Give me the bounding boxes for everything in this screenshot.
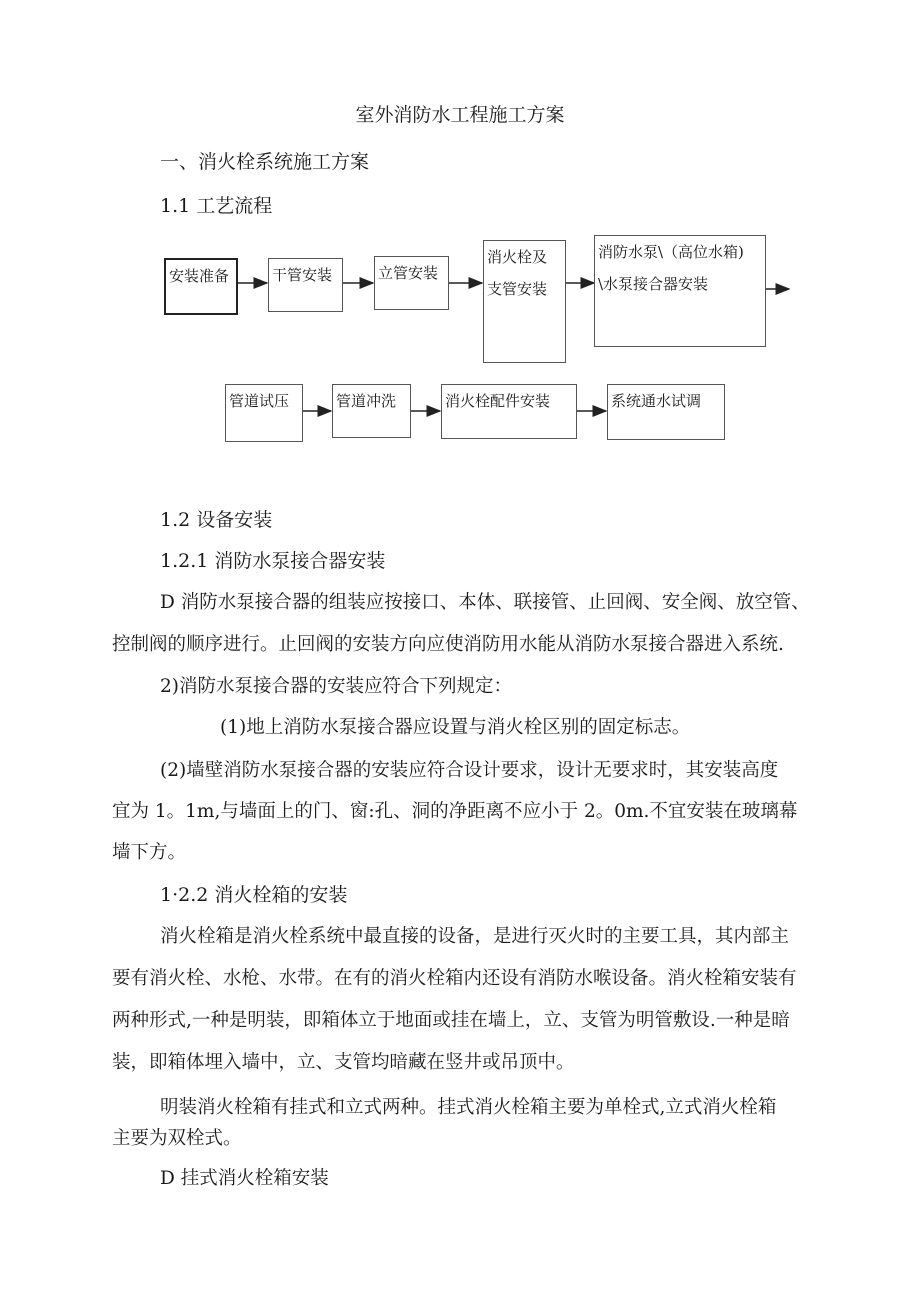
flow-step-pump xyxy=(594,235,766,347)
flow-step-label: 管道冲洗 xyxy=(336,392,397,410)
flow-step-main-pipe xyxy=(268,258,343,312)
flow-step-label: 系统通水试调 xyxy=(611,392,702,410)
flow-step-label: 消防水泵\（高位水箱) xyxy=(598,243,744,261)
paragraph-line: 2)消防水泵接合器的安装应符合下列规定： xyxy=(160,676,512,697)
paragraph-line: 宜为 1。1m,与墙面上的门、窗:孔、洞的净距离不应小于 2。0m.不宜安装在玻璃幕 xyxy=(112,801,798,822)
paragraph-line: 装，即箱体埋入墙中，立、支管均暗藏在竖井或吊顶中。 xyxy=(112,1052,575,1073)
paragraph-line: 墙下方。 xyxy=(112,842,187,863)
paragraph-line: D 消防水泵接合器的组装应按接口、本体、联接管、止回阀、安全阀、放空管、 xyxy=(160,592,810,613)
flow-step-label: 支管安装 xyxy=(487,280,548,298)
paragraph-line: D 挂式消火栓箱安装 xyxy=(160,1168,329,1189)
subsection-heading: 1.2.1 消防水泵接合器安装 xyxy=(160,550,386,572)
flow-step-pressure-test xyxy=(225,384,303,442)
flow-step-label: 管道试压 xyxy=(229,392,290,410)
flow-step-label: 消火栓及 xyxy=(487,248,548,266)
page-title: 室外消防水工程施工方案 xyxy=(355,104,565,126)
flow-step-label: 安装准备 xyxy=(169,267,230,285)
flow-step-label: \水泵接合器安装 xyxy=(598,275,709,293)
paragraph-line: 消火栓箱是消火栓系统中最直接的设备，是进行灭火时的主要工具，其内部主 xyxy=(160,926,790,947)
paragraph-line: (2)墙壁消防水泵接合器的安装应符合设计要求，设计无要求时，其安装高度 xyxy=(160,760,779,781)
flow-step-label: 消火栓配件安装 xyxy=(445,392,551,410)
subsection-heading: 1.2 设备安装 xyxy=(160,509,273,531)
paragraph-line: (1)地上消防水泵接合器应设置与消火栓区别的固定标志。 xyxy=(220,717,691,738)
paragraph-line: 明装消火栓箱有挂式和立式两种。挂式消火栓箱主要为单栓式,立式消火栓箱 xyxy=(160,1097,777,1118)
flow-step-fittings xyxy=(441,384,577,439)
flow-step-riser xyxy=(374,256,449,310)
flow-step-flush xyxy=(332,384,411,438)
flow-step-label: 立管安装 xyxy=(378,264,439,282)
subsection-heading: 1.1 工艺流程 xyxy=(160,195,273,217)
paragraph-line: 要有消火栓、水枪、水带。在有的消火栓箱内还设有消防水喉设备。消火栓箱安装有 xyxy=(112,968,797,989)
paragraph-line: 两种形式,一种是明装，即箱体立于地面或挂在墙上，立、支管为明管敷设.一种是暗 xyxy=(112,1010,790,1031)
section-heading: 一、消火栓系统施工方案 xyxy=(160,151,370,173)
flow-step-commissioning xyxy=(607,384,725,440)
paragraph-line: 主要为双栓式。 xyxy=(112,1128,242,1149)
subsection-heading: 1·2.2 消火栓箱的安装 xyxy=(160,884,348,906)
flow-step-hydrant-branch xyxy=(483,240,566,363)
flow-step-prepare xyxy=(164,258,238,315)
flow-step-label: 干管安装 xyxy=(272,266,333,284)
paragraph-line: 控制阀的顺序进行。止回阀的安装方向应使消防用水能从消防水泵接合器进入系统. xyxy=(112,634,784,655)
